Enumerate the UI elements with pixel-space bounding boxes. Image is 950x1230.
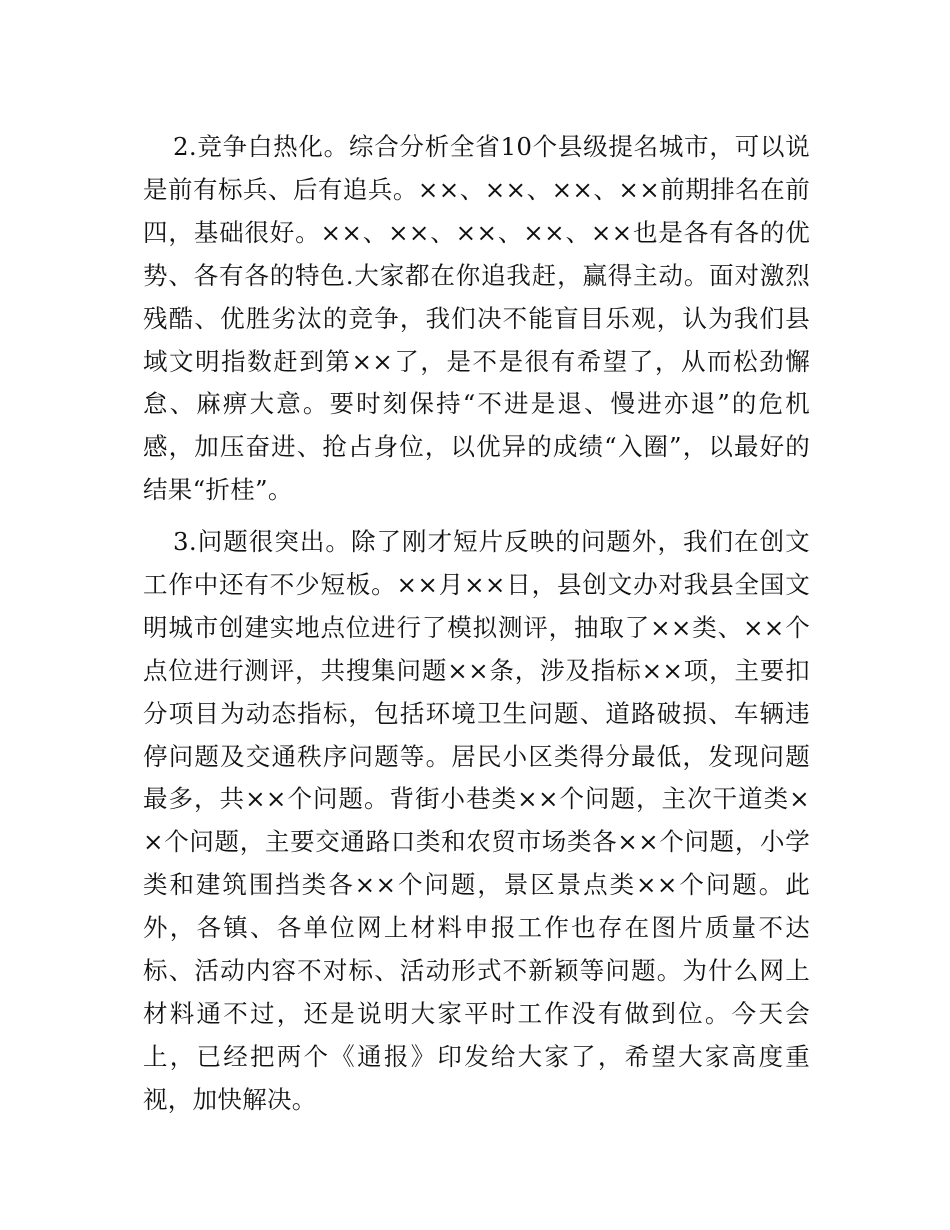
paragraph-block-competition — [143, 126, 810, 512]
paragraph-block-problems — [143, 521, 810, 1122]
paragraph-competition: 2.竞争白热化。综合分析全省10个县级提名城市，可以说是前有标兵、后有追兵。××、××、××、××前期排名在前四，基础很好。××、××、××、××、××也是各有各的优势、各有各的特色.大家都在你追我赶，赢得主动。面对激烈残酷、优胜劣汰的竞争，我们决不能盲目乐观，认为我们县域文明指数赶到第××了，是不是很有希望了，从而松劲懈怠、麻痹大意。要时刻保持“不进是退、慢进亦退”的危机感，加压奋进、抢占身位，以优异的成绩“入圈”，以最好的结果“折桂”。 — [143, 132, 810, 505]
paragraph-problems: 3.问题很突出。除了刚才短片反映的问题外，我们在创文工作中还有不少短板。××月××日，县创文办对我县全国文明城市创建实地点位进行了模拟测评，抽取了××类、××个点位进行测评，共搜集问题××条，涉及指标××项，主要扣分项目为动态指标，包括环境卫生问题、道路破损、车辆违停问题及交通秩序问题等。居民小区类得分最低，发现问题最多，共××个问题。背街小巷类××个问题，主次干道类××个问题，主要交通路口类和农贸市场类各××个问题，小学类和建筑围挡类各××个问题，景区景点类××个问题。此外，各镇、各单位网上材料申报工作也存在图片质量不达标、活动内容不对标、活动形式不新颖等问题。为什么网上材料通不过，还是说明大家平时工作没有做到位。今天会上，已经把两个《通报》印发给大家了，希望大家高度重视，加快解决。 — [143, 527, 810, 1114]
